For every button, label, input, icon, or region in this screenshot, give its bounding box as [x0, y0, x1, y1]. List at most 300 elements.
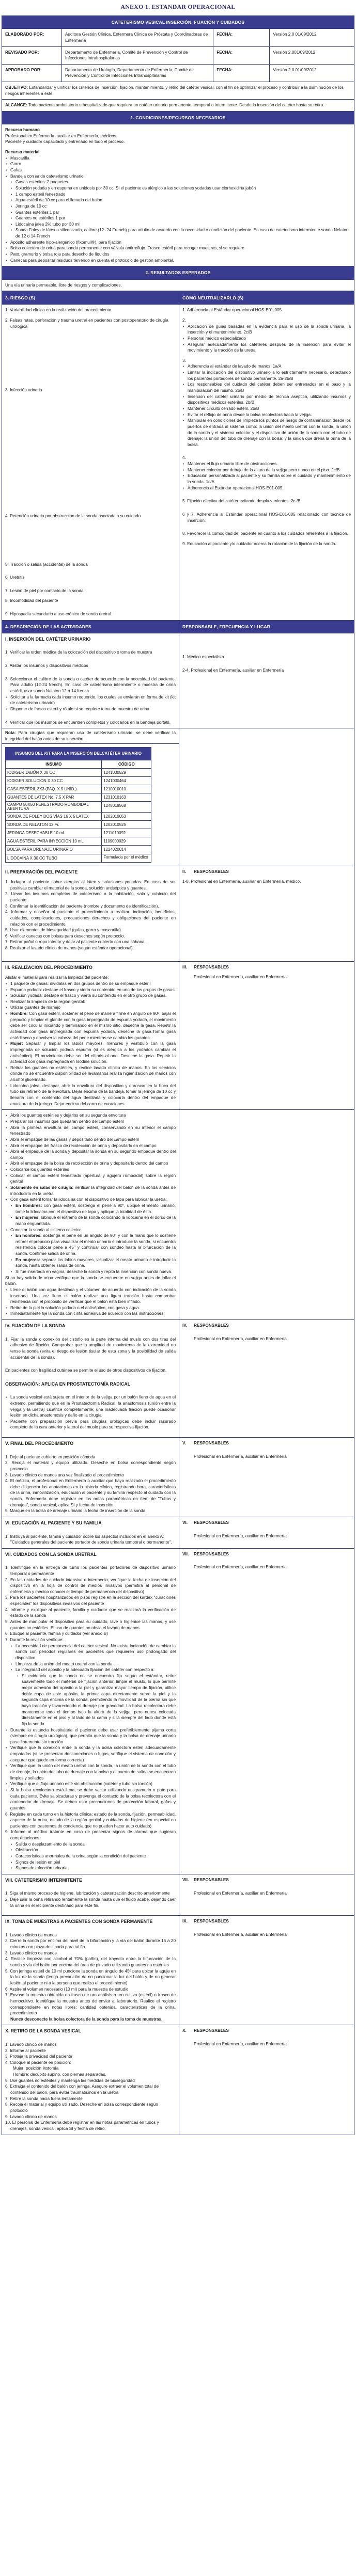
risk-item: 9. Hipospadia secundario a uso crónico de sonda uretral. — [5, 612, 113, 617]
activity-II — [2, 866, 179, 961]
list-item: • Lidocaína jalea 2% tubo por 30 ml — [10, 221, 351, 228]
responsible-number: VI. — [182, 1520, 188, 1525]
kit-insumo: CAMPO 50X50 FENESTRADO ROMBOIDAL ABERTURA — [6, 801, 102, 812]
list-item: • Mascarilla — [5, 155, 351, 162]
list-item: • Educación personalizada al paciente y su familia sobre el cuidado y mantenimiento de la sonda. 1c/A — [182, 473, 351, 485]
list-item: • Durante la estancia hospitalaria el paciente debe usar preferiblemente pijama corta (siempre en cirugía urológica), que permita que la sonda y la bolsa de drenaje urinario pase libremente sin tracción — [5, 1727, 176, 1745]
sub-list — [5, 1203, 176, 1227]
step: 7. Retire la sonda hacia fuera lentamente — [5, 2096, 83, 2101]
step: 8. Recoja el material y equipo utilizado. Deseche en bolsa correspondiente según protocolo — [5, 2102, 158, 2113]
responsible-title: RESPONSABLES — [194, 1441, 229, 1446]
list-item: • Abrir los guantes estériles y dejarlos en su segunda envoltura — [5, 1112, 176, 1119]
list-item: • Colocarse los guantes estériles — [5, 1167, 176, 1173]
list-item: • Si fue insertada en vagina, deseche la sonda y repita la inserción con sonda nueva. — [10, 1269, 176, 1275]
kit-table — [5, 747, 151, 862]
step: 7. Envase la muestra obtenida en frasco de uro análisis o uro cultivo (estéril) o frasco de hemocultivo. Identifique la muestra antes de enviar al laboratorio. Realice el registro correspondiente en notas libres: cantidad obtenida, características de la orina, procedimiento — [5, 1993, 176, 2016]
responsible-IV — [179, 1320, 354, 1438]
step: 1. Instruya al paciente, familia y cuidador sobre los aspectos incluidos en el anexo A: — [5, 1534, 164, 1539]
step-quote: "Cuidados generales del paciente portador de sonda urinaria temporal o permanente". — [10, 1540, 172, 1545]
list-item: • Aplicación de guías basadas en la evidencia para el uso de la sonda urinaria, la inserción y el mantenimiento. 2c/B — [182, 324, 351, 336]
list-item: • Retirar los guantes no estériles, y realice lavado clínico de manos. En los servicios donde no se encuentre disponibilidad de lavamanos realiza higienización de manos con alcohol glicerinado. — [5, 1065, 176, 1083]
step: 3. Proteja la privacidad del paciente — [5, 2054, 72, 2059]
meta-value: Auditora Gestión Clínica, Enfermera Clínica de Próstata y Coordinadoras de Enfermería — [61, 29, 213, 46]
step-list — [5, 1727, 176, 1811]
list-item: • Signos de infección urinaria — [10, 1865, 176, 1871]
step: 2. En las unidades de cuidado intensivo e intermedio, verifique la fecha de inserción del dispositivo en la hoja de control de medios invasivos (permitirá al personal de enfermería y médico conocer el tiempo de permanencia del dispositivo) — [5, 1577, 176, 1594]
responsible-VII — [179, 1548, 354, 1874]
responsible-header — [182, 2028, 351, 2034]
alcance — [2, 100, 354, 112]
activity-IV — [2, 1320, 179, 1438]
step: En pacientes con fragilidad cutánea se permite el uso de otros dispositivos de fijación. — [5, 1368, 167, 1373]
list-item: • Solicitar a la farmacia cada insumo requerido, los cuales se enviarán en forma de kit (kit de cateterismo urinario) — [5, 694, 176, 706]
nota — [2, 728, 179, 744]
main-header: CATETERISMO VESICAL INSERCIÓN, FIJACIÓN Y CUIDADOS — [2, 16, 354, 29]
list-item: • Abrir el empaque de la sonda y depositar la sonda en su segundo empaque dentro del campo — [5, 1149, 176, 1160]
responsible-number: V. — [182, 1441, 187, 1446]
responsible-number: II. — [182, 869, 186, 874]
step: 4. El médico, el profesional en Enfermería o auxiliar que haya realizado el procedimiento debe diligenciar las anotaciones en la historia clínica, registrando hora, características de la orina, inmovilización, educación al paciente y su familia respecto al cuidado con la sonda. Enfermería debe registrar en las notas paramétricas en ítem de "Tubos y drenajes", sonda vesical, aplica SI y fecha de inserción — [5, 1478, 176, 1507]
kit-insumo: LIDOCAÍNA X 30 CC TUBO — [6, 854, 102, 862]
list-item: • Preparar los insumos que quedarán dentro del campo estéril — [5, 1119, 176, 1125]
section-4-header-right: RESPONSABLE, FRECUENCIA Y LUGAR — [179, 620, 354, 633]
risk-item: 1. Variabilidad clínica en la realización del procedimiento — [5, 308, 112, 313]
kit-codigo: 1210010010 — [102, 785, 151, 793]
responsible-III — [179, 961, 354, 1110]
responsible-header — [182, 1323, 351, 1329]
list-item: • Jeringa de 10 cc — [10, 203, 351, 210]
step: 6. Verificar canecas con bolsas para desechos según protocolo. — [5, 933, 125, 939]
activity-title: III. REALIZACIÓN DEL PROCEDIMIENTO — [5, 964, 92, 970]
step: 1. Identifique en la entrega de turno los pacientes portadores de dispositivo urinario temporal o permanente — [5, 1565, 176, 1576]
mitigation-list — [182, 363, 351, 448]
section-3-header-right: CÓMO NEUTRALIZARLO (S) — [179, 292, 354, 305]
responsible-title: RESPONSABLES — [194, 1551, 229, 1556]
responsible-title: RESPONSABLES — [194, 1919, 229, 1924]
two-column-table — [2, 291, 354, 2135]
activity-VIII — [2, 1874, 179, 1915]
meta-value: Departamento de Urología, Departamento de Enfermería, Comité de Prevención y Control de Infecciones Intrahospitalarias — [61, 64, 213, 82]
responsible-kit — [179, 728, 354, 866]
step: 5. Usar elementos de bioseguridad (gafas, gorro y mascarilla) — [5, 928, 121, 933]
risk-item: 7. Lesión de piel por contacto de la sonda — [5, 588, 84, 593]
table-row — [6, 776, 151, 785]
risk-item: 6. Uretritis — [5, 575, 25, 580]
step: 5. Marque en la bolsa de drenaje urinario la fecha de inserción de la sonda. — [5, 1508, 147, 1514]
list-item: • Características anormales de la orina según la condición del paciente — [10, 1853, 176, 1859]
list-item — [5, 1185, 176, 1197]
text: de cateterismo urinario: — [39, 173, 85, 179]
responsible-header — [182, 1440, 351, 1446]
step: 1. Lavado clínico de manos — [5, 1932, 57, 1937]
step: 4. Verificar que los insumos se encuentren completos y colocarlos en la bandeja portátil. — [5, 720, 171, 725]
text: Solamente en salas de cirugía: — [10, 1185, 74, 1190]
table-row — [6, 821, 151, 829]
step: 1. Verificar la orden médica de la colocación del dispositivo o toma de muestra — [5, 650, 152, 655]
kit-codigo: 1211010092 — [102, 829, 151, 837]
step-list — [5, 694, 176, 712]
responsible-II — [179, 866, 354, 961]
step: Alistar el material para realizar la limpieza del paciente: — [5, 975, 109, 980]
list-item: • Abrir el empaque de la bolsa de recolección de orina y depositarlo dentro del campo — [5, 1160, 176, 1167]
kit-col-codigo: CÓDIGO — [102, 760, 151, 768]
responsible-header — [182, 1877, 351, 1883]
list-item — [10, 1233, 176, 1257]
risk-item: 5. Tracción o salida (accidental) de la sonda — [5, 562, 88, 567]
activity-title: V. FINAL DEL PROCEDIMIENTO — [5, 1441, 74, 1446]
responsible-IX — [179, 1916, 354, 2025]
table-row — [6, 813, 151, 821]
step: 8. Realizar el lavado clínico de manos (según estándar operacional). — [5, 946, 134, 951]
responsible-text: 2-4. Profesional en Enfermería, auxiliar en Enfermería — [182, 667, 284, 673]
list-item: • Verifique que: la unión del meato uretral con la sonda, la unión de la sonda con el tubo de drenaje, la unión del tubo de drenaje con la bolsa y el puerto de salida se encuentren limpios y sellados — [5, 1763, 176, 1781]
text: KIT — [44, 751, 51, 756]
list-item: • La integridad del apósito y la adecuada fijación del catéter con respecto a: — [10, 1667, 176, 1673]
text: En hombres: — [16, 1233, 42, 1238]
list-item: • Si la bolsa recolectora está llena, se debe vaciar utilizando un gramurio o pato para cada paciente. Evite salpicaduras y prevenga el contacto de la bolsa recolectora con el contenedor de drenaje. Se deben usar precauciones de protección laboral, gafas y guantes — [5, 1787, 176, 1811]
objetivo-label: OBJETIVO: — [5, 85, 28, 90]
kit-insumo: IODIGER JABÓN X 30 CC — [6, 768, 102, 776]
activity-I — [2, 633, 179, 728]
meta-label: APROBADO POR: — [2, 64, 62, 82]
responsible-number: VII. — [182, 1551, 189, 1556]
activity-IX — [2, 1916, 179, 2025]
list-item: • Con gasa estéril tomar la lidocaína con el dispositivo de tapa para lubricar la uretra: — [5, 1197, 176, 1203]
responsible-number: X. — [182, 2028, 187, 2033]
list-item: • La sonda vesical está sujeta en el interior de la vejiga por un balón lleno de agua en el extremo, permitiendo que en la Prostatectomia Radical, la anastomosis (unión entre la vejiga y la uretra) cicatrice completamente; una inadecuada fijación puede ocasionar lesión en dicha anastomosis y daño en la cirugía — [5, 1394, 176, 1419]
list-item: • Mantener colector por debajo de la altura de la vejiga pero nunca en el piso. 2c/B — [182, 467, 351, 473]
mitigation-list — [182, 461, 351, 491]
table-row — [6, 829, 151, 837]
step-list — [5, 1112, 176, 1203]
text: En mujeres: — [16, 1215, 40, 1220]
responsible-title: RESPONSABLES — [194, 1877, 229, 1882]
list-item: • Gasas estériles: 2 paquetes — [10, 179, 351, 185]
kit-insumo: GUANTES DE LATEX No. 7,5 X PAR — [6, 793, 102, 801]
meta-label: REVISADO POR: — [2, 46, 62, 64]
step-list — [5, 981, 176, 1107]
responsible-III-cont — [179, 1110, 354, 1320]
warning-text: Nunca desconecte la bolsa colectora de la sonda para la toma de muestras. — [10, 2016, 163, 2022]
step: 4. Coloque al paciente en posición: — [5, 2060, 71, 2065]
responsible-I — [179, 633, 354, 728]
sub-list — [5, 1841, 176, 1871]
kit-insumo: JERINGA DESECHABLE 10 mL — [6, 829, 102, 837]
responsible-text: Profesional en Enfermería, auxiliar en Enfermería — [194, 1533, 287, 1538]
responsible-title: RESPONSABLES — [194, 869, 229, 874]
responsible-number: III. — [182, 964, 188, 969]
alcance-text: Todo paciente ambulatorio u hospitalizado que requiera un catéter urinario permanente, temporal o intermitente. Desde la inserción del catéter hasta su retiro. — [28, 103, 324, 108]
list-item: • Paciente con preparación previa para cirugías urológicas debe incluir rasurado completo de la cara anterior y lateral del muslo para su respectiva fijación. — [5, 1419, 176, 1430]
list-item: • Verifique que el flujo urinario esté sin obstrucción (catéter y tubo sin torsión) — [5, 1781, 176, 1787]
list-item: • Lidocaína jalea: destapar, abrir la envoltura del dispositivo y enroscar en la boca del tubo sin retirarlo de la envoltura. Dejar encima de la bandeja.Tomar la jeringa de 10 cc y llenarla con el contenido del agua destilada y colocarla dentro del empaque de envoltura de la jeringa. Dejar encima del carro de curaciones — [5, 1083, 176, 1107]
list-item: • Los responsables del cuidado del catéter deben ser entrenados en el paso y la manipulación del mismo. 2b/B — [182, 381, 351, 393]
list-item: • Abrir la primera envoltura del campo estéril, conservando en su interior el campo fenestrado — [5, 1125, 176, 1137]
list-item: • Limitar la indicación del dispositivo urinario a lo estrictamente necesario, detectando los pacientes portadores de sonda permanente. 2a-2b/B — [182, 370, 351, 381]
text: con gasa estéril, sostenga el pene a 90°, ubique el meato urinario, tome la lidocaína con el dispositivo de tapa y aplique la totalidad de ésta. — [16, 1203, 176, 1214]
alcance-label: ALCANCE: — [5, 103, 27, 108]
step: 2. Deje salir la orina retirando lentamente la sonda hasta que el fluido acabe, dejando caer la orina en el recipiente destinado para este fin. — [5, 1897, 176, 1908]
list-item: • Canecas para depositar residuos teniendo en cuenta el protocolo de gestión ambiental. — [5, 258, 351, 264]
activity-title: VII. CUIDADOS CON LA SONDA URETRAL — [5, 1551, 97, 1557]
responsible-text: 1-8. Profesional en Enfermería, auxiliar en Enfermería, médico. — [182, 879, 301, 884]
step: 2. Recoja el material y equipo utilizado. Deseche en bolsa correspondiente según protocolo — [5, 1460, 176, 1471]
activity-title: II. PREPARACIÓN DEL PACIENTE — [5, 869, 78, 874]
meta-row-elaborado — [2, 29, 354, 46]
meta-row-aprobado — [2, 64, 354, 82]
section-1-body — [2, 124, 354, 266]
step: 4. Informe y explique al paciente, familia y cuidador que se realizará la verificación de estado de la sonda — [5, 1607, 176, 1618]
list-item: • Conectar la sonda al sistema colector. — [5, 1227, 176, 1233]
list-item: • Colocar el campo estéril fenestrado (apertura y agujero romboidal) sobre la región genital — [5, 1173, 176, 1185]
meta-label: ELABORADO POR: — [2, 29, 62, 46]
recurso-material-title: Recurso material — [5, 150, 40, 155]
list-item: • Limpieza de la unión del meato uretral con la sonda — [10, 1661, 176, 1667]
kit-insumo: IODIGER SOLUCIÓN X 30 CC — [6, 776, 102, 785]
responsible-text: Profesional en Enfermería, auxiliar en Enfermería — [194, 1454, 287, 1459]
step: 4. Realice limpieza con alcohol al 70% (pañin), del trayecto entre la bifurcación de la sonda y vía del balón por encima del área de pinzado utilizando guantes no estériles — [5, 1957, 176, 1968]
responsible-title: RESPONSABLES — [194, 2028, 229, 2033]
responsible-header — [182, 1918, 351, 1925]
section-2-body: Una vía urinaria permeable, libre de riesgos y complicaciones. — [2, 279, 354, 291]
list-item: • Signos de lesión en piel — [10, 1859, 176, 1866]
responsible-text: Profesional en Enfermería, auxiliar en Enfermería — [194, 1565, 287, 1570]
table-row — [6, 768, 151, 776]
mitigation-column — [179, 305, 354, 620]
step: 7. Retirar pañal o ropa interior y dejar al paciente cubierto con una sábana. — [5, 940, 146, 945]
list-item: • Espuma yodada: destape el frasco y vierta su contenido en uno de los grupos de gasas. — [5, 987, 176, 993]
meta-date: Versión 2.0 01/09/2012 — [270, 64, 354, 82]
responsible-text: Profesional en Enfermería, auxiliar en Enfermería — [194, 1932, 287, 1937]
kit-insumo: SONDA DE NELATON 12 Fr. — [6, 821, 102, 829]
text: En mujeres: — [16, 1257, 40, 1262]
responsible-number: IX. — [182, 1919, 188, 1924]
list-item: • Abrir el empaque de las gasas y depositarlo dentro del campo estéril — [5, 1137, 176, 1143]
activity-title: X. RETIRO DE LA SONDA VESICAL — [5, 2028, 81, 2034]
responsible-text: Profesional en Enfermería, auxiliar en Enfermería — [194, 1890, 287, 1896]
step: 1. Deje al paciente cubierto en posición cómoda — [5, 1454, 96, 1459]
step-list — [5, 1287, 176, 1317]
meta-date-label: FECHA: — [213, 64, 270, 82]
objetivo-text: Estandarizar y unificar los criterios de inserción, fijación, mantenimiento, y retiro del catéter vesical, con el fin de optimizar el proceso y contribuir a la disminución de los riesgos inherentes a éste. — [5, 85, 344, 96]
risk-item: 3. Infección urinaria — [5, 388, 42, 393]
list-item: • Gorro — [5, 161, 351, 167]
list-item — [5, 1011, 176, 1041]
text: En hombres: — [16, 1203, 42, 1208]
list-item: • Personal médico especializado — [182, 336, 351, 342]
meta-date-label: FECHA: — [213, 46, 270, 64]
responsible-X — [179, 2025, 354, 2135]
kit-insumo: SONDA DE FOLEY DOS VÍAS 16 X 5 LATEX — [6, 813, 102, 821]
list-item — [10, 1257, 176, 1269]
nota-label: Nota — [5, 730, 15, 736]
list-item: • Solución yodada: destape el frasco y vierta su contenido en el otro grupo de gasas. — [5, 993, 176, 999]
step: 2. Informe al paciente — [5, 2048, 46, 2053]
list-item: • Apósito adherente hipo-alergénico (fixomull®), para fijación — [5, 240, 351, 246]
responsible-title: RESPONSABLES — [194, 1323, 229, 1328]
activity-III — [2, 961, 179, 1110]
activity-V — [2, 1438, 179, 1517]
table-row — [6, 837, 151, 846]
risk-column — [2, 305, 179, 620]
table-row — [6, 854, 151, 862]
step: 6. Extraiga el contenido del balón con jeringa. Asegure extraer el volumen total del contenido del balón, para evitar traumatismos en la uretra — [5, 2084, 160, 2095]
list-item: • Manipular en condiciones de limpieza los puntos de riesgo de contaminación desde los puertos de entrada al sistema como: la unión del meato uretral con la sonda, la unión de la sonda y el sistema colector y el dispositivo de unión de la sonda con el tubo de drenaje; la unión del tubo de drenaje con la bolsa; y la salida que drena la orina de la bolsa. — [182, 418, 351, 448]
kit-codigo: 1109000029 — [102, 837, 151, 846]
responsible-header — [182, 869, 351, 875]
mitigation-item: 6 y 7. Adherencia al Estándar operacional HOS-E01-005 relacionado con técnica de inserción. — [182, 512, 351, 523]
step: 6. Eduque al paciente, familia y cuidador (ver anexo B) — [5, 1631, 108, 1636]
meta-date: Versión 2.0 01/09/2012 — [270, 29, 354, 46]
responsible-V — [179, 1438, 354, 1517]
list-item: • Guantes estériles:1 par — [10, 210, 351, 216]
section-4-header: 4. DESCRIPCIÓN DE LAS ACTIVIDADES — [2, 620, 179, 633]
list-item: • Abrir el empaque del frasco de recolección de orina y depositarlo en el campo — [5, 1143, 176, 1149]
text: PARA LA INSERCIÓN DELCATÉTER URINARIO — [51, 751, 142, 756]
list-item: • Obstrucción — [10, 1847, 176, 1853]
table-row — [6, 785, 151, 793]
sub-list — [5, 1233, 176, 1275]
activity-title: IV. FIJACIÓN DE LA SONDA — [5, 1323, 66, 1329]
meta-date: Versión 2.001/09/2012 — [270, 46, 354, 64]
list-item — [10, 1203, 176, 1215]
mitigation-item: 9. Educación al paciente y/o cuidador acerca la rotación de la fijación de la sonda. — [182, 541, 336, 546]
meta-table — [2, 15, 354, 291]
kit-title — [6, 748, 151, 760]
mitigation-list — [182, 324, 351, 354]
step: 3. Lavado clínico de manos una vez finalizado el procedimiento — [5, 1472, 124, 1477]
kit-insumo: GASA ESTÉRIL 3X3 (PAQ. X 5 UNID.) — [6, 785, 102, 793]
responsible-text: Profesional en Enfermería, auxiliar en Enfermería — [194, 975, 287, 980]
text: Separar y limpiar los labios mayores, menores y vestíbulo con la gasa impregnada de solución yodada espuma (si es alérgica a los yodados cambiar el antiséptico). El movimiento debe ser del clítoris al ano. Deseche la gasa. Repetir la actividad con gasa impregnada en Isodine solución. — [10, 1041, 176, 1064]
list-item: • Evitar el reflujo de orina desde la bolsa recolectora hacia la vejiga. — [182, 412, 351, 418]
observation-list — [5, 1394, 176, 1430]
activity-title: I. INSERCIÓN DEL CATÉTER URINARIO — [5, 636, 91, 642]
list-item: • La necesidad de permanencia del catéter vesical. No existe indicación de cambiar la sonda con periodos regulares en pacientes que requieren uso prolongado del dispositivo — [10, 1643, 176, 1661]
step: 6. Aspire el volumen necesario (10 ml) para la muestra de estudio — [5, 1986, 129, 1992]
list-item: • Retire de la piel la solución yodada o el antiséptico, con gasa y agua. — [5, 1305, 176, 1311]
step: 9. Lavado clínico de manos — [5, 2114, 57, 2119]
text: lubrique el extremo de la sonda colocando la lidocaína en el dorso de la mano enguantada. — [16, 1215, 176, 1226]
text: Hombre: — [10, 1011, 28, 1016]
list-item: • Salida o desplazamiento de la sonda — [10, 1841, 176, 1848]
text: separar los labios mayores, visualizar el meato urinario e introducir la sonda, hasta obtener salida de orina. — [16, 1257, 176, 1268]
section-1-header: 1. CONDICIONES/RECURSOS NECESARIOS — [2, 112, 354, 124]
list-item — [10, 1215, 176, 1227]
observation-title: OBSERVACIÓN: APLICA EN PROSTATECTOMÍA RADICAL — [5, 1381, 131, 1387]
text: sostenga el pene en un ángulo de 90° y con la mano que lo sostiene retraer el prepucio para visualizar el meato urinario e introducir la sonda, si encuentra resistencia colocar pene a 45° y continuar con sondeo hasta la bifurcación de la sonda. Confirme salida de orina. — [16, 1233, 176, 1257]
text: kit — [35, 173, 39, 179]
list-item — [5, 1041, 176, 1065]
kit-codigo: 1241030464 — [102, 776, 151, 785]
list-item: • Adherencia al Estándar operacional HOS-E01-005. — [182, 485, 351, 491]
responsible-text: Profesional en Enfermería, auxiliar en Enfermería — [194, 2042, 287, 2047]
kit-codigo: 1248018568 — [102, 801, 151, 812]
list-item: • Bolsa colectora de orina para sonda permanente con válvula antirreflujo. Frasco estéril para recoger muestras, si se requiere — [5, 245, 351, 251]
objetivo — [2, 82, 354, 100]
text: Con gasa estéril, sostener el pene de manera firme en ángulo de 90º, bajar el prepucio y limpiar el glande con la gasa impregnada de espuma yodada, el movimiento debe ser circular iniciando y terminando en el mismo sitio, deseche la gasa. Repetir la actividad con gasa impregnada con espuma yodada, deseche la gasa.Tomar gasa estéril seca y envolver la cabeza del pene mientras se cambia los guantes. — [10, 1011, 176, 1040]
list-item: • Mantener circuito cerrado estéril. 2b/B — [182, 406, 351, 412]
step: 1. Lavado clínico de manos — [5, 2042, 57, 2047]
table-row — [6, 801, 151, 812]
material-list — [5, 155, 351, 180]
list-item: • Utilizar guantes de manejo — [5, 1005, 176, 1011]
responsible-text: Profesional en Enfermería, auxiliar en Enfermería — [194, 1336, 287, 1341]
section-2-header: 2. RESULTADOS ESPERADOS — [2, 266, 354, 279]
recurso-humano-line: Profesional en Enfermería, auxiliar en Enfermería, médicos. — [5, 133, 118, 138]
list-item: • Verifique que la conexión entre la sonda y la bolsa colectora estén adecuadamente empatadas (si se presentan desconexiones o fugas, verifique el sistema de conexión y asegurar que quede en forma correcta) — [5, 1745, 176, 1763]
kit-codigo: 1202010525 — [102, 821, 151, 829]
activity-VI — [2, 1517, 179, 1549]
responsible-title: RESPONSABLES — [194, 1520, 229, 1525]
responsible-header — [182, 1520, 351, 1526]
list-item: • Solución yodada y en espuma en unidosis por 30 cc. Si el paciente es alérgico a las soluciones yodadas usar clorhexidina jabón — [10, 185, 351, 192]
step: 10. El personal de Enfermería debe registrar en las notas paramétricas en tubos y drenajes, sonda vesical, aplica SI y fecha de retiro. — [5, 2120, 159, 2131]
step: 1. Siga el mismo proceso de higiene, lubricación y cateterización descrito anteriormente — [5, 1891, 170, 1896]
risk-item: 2. Falsas rutas, perforación y trauma uretral en pacientes con postoperatorio de cirugía urológica — [5, 317, 168, 329]
bandeja-list — [5, 179, 351, 239]
list-item: • Asegurar adecuadamente los catéteres después de la inserción para evitar el movimiento y la tracción de la uretra. — [182, 342, 351, 354]
list-item: • 1 paquete de gasas: divídalas en dos grupos dentro de su empaque estéril — [5, 981, 176, 987]
text: Mujer: — [10, 1041, 23, 1046]
responsible-number: IV. — [182, 1323, 188, 1328]
meta-value: Departamento de Enfermería, Comité de Prevención y Control de Infecciones Intrahospitalarias — [61, 46, 213, 64]
mitigation-number: 4. — [182, 455, 186, 460]
list-item: • Adherencia al estándar de lavado de manos. 1a/A — [182, 363, 351, 370]
material-list-b — [5, 240, 351, 264]
step: 7. Durante la revisión verifique: — [5, 1637, 64, 1642]
responsible-VIII — [179, 1874, 354, 1915]
kit-codigo: Formulada por el médico — [102, 854, 151, 862]
mitigation-number: 2. — [182, 317, 186, 323]
step: 5. Antes de manipular el dispositivo para su cuidado, lave o higienice las manos, y use guantes no estériles. El uso de guantes no obvia el lavado de manos. — [5, 1619, 176, 1630]
list-item: • 1 campo estéril fenestrado — [10, 192, 351, 198]
step-list — [5, 1227, 176, 1233]
kit-wrapper — [2, 744, 179, 865]
list-item: • Pato, gramurio y bolsa roja para desecho de líquidos — [5, 251, 351, 258]
list-item: • Gafas — [5, 167, 351, 173]
step: 4. Informar y enseñar al paciente el procedimiento a realizar: indicación, beneficios, cuidados, complicaciones, precauciones derechos y obligaciones del paciente en relación con el procedimiento. — [5, 910, 176, 927]
kit-insumo: AGUA ESTÉRIL PARA INYECCIÓN 10 mL — [6, 837, 102, 846]
activity-III-cont — [2, 1110, 179, 1320]
step: 2. Llevar los insumos completos de cateterismo a la habitación, sala y cubículo del paciente. — [5, 892, 176, 902]
responsible-header — [182, 1551, 351, 1557]
responsible-text: 1. Médico especialista — [182, 654, 224, 659]
step: 5. Use guantes no estériles y mantenga las medidas de bioseguridad — [5, 2078, 135, 2083]
list-item: • Mantener el flujo urinario libre de obstrucciones. — [182, 461, 351, 467]
list-item: • Guantes no estériles 1 par — [10, 215, 351, 221]
activity-title: VI. EDUCACIÓN AL PACIENTE Y SU FAMILIA — [5, 1520, 102, 1526]
step: 3. Confirmar la identificación del paciente (nombre y documento de identificación). — [5, 903, 159, 909]
risk-item: 4. Retención urinaria por obstrucción de la sonda asociada a su cuidado — [5, 513, 141, 518]
list-item: • Inmediatamente fije la sonda con cinta adhesiva de acuerdo con las instrucciones. — [5, 1311, 176, 1317]
list-item: • Agua estéril de 10 cc para el llenado del balón — [10, 197, 351, 203]
list-item: • Si evidencia que la sonda no se encuentra fija según el estándar, retire suavemente todo el material de fijación anterior, limpie el muslo, lo que permite mejor adhesión del apósito a la piel y garantiza mayor tiempo de fijación, utilice doble capa de este apósito, la primer capa directamente sobre la piel y la segunda capa encima de la sonda, permitiendo la movilidad de la pierna sin que haya tracción y favoreciendo el drenaje por gravedad. La bolsa recolectora debe mantenerse todo el tiempo bajo la altura de la vejiga, pero nunca colocada directamente en el piso y al lado de la cama y silla siempre del lado donde está fija la sonda. — [17, 1673, 176, 1727]
meta-date-label: FECHA: — [213, 29, 270, 46]
text: Bandeja con — [10, 173, 35, 179]
list-item: • Realizar la limpieza de la región genital: — [5, 999, 176, 1005]
kit-col-insumo: INSUMO — [6, 760, 102, 768]
step: 3. Seleccionar el calibre de la sonda o catéter de acuerdo con la necesidad del paciente. Para adulto (12-24 french). En caso de cateterismo intermitente o muestra de orina estéril, usar sonda Nelaton 12 ó 14 french — [5, 676, 176, 693]
step: 9. Informe al médico tratante en caso de presentar signos de alarma que sugieran complicaciones — [5, 1830, 176, 1841]
responsible-VI — [179, 1517, 354, 1549]
step: 8. Registre en cada turno en la historia clínica: estado de la sonda, fijación, permeabilidad, aspecto de la orina, estado de la región genital y cuidados de higiene (en especial en pacientes con trastornos de conciencia que no pueden hacer auto cuidado) — [5, 1811, 176, 1828]
document-title: ANEXO 1. ESTANDAR OPERACIONAL — [120, 3, 236, 10]
step: 1. Fijar la sonda o conexión del cistoflo en la parte interna del muslo con dos tiras del adhesivo de fijación. Comprobar que la amplitud de movimiento de la extremidad no tense la sonda (evita el riesgo de lesión tisular de esta zona y la posibilidad de salida accidental de la sonda). — [5, 1337, 176, 1360]
list-item: • Disponer de frasco estéril y rótulo si se requiere toma de muestra de orina — [5, 706, 176, 712]
risk-item: 8. Incomodidad del paciente — [5, 598, 58, 603]
list-item: • Sonda Foley de látex o siliconizada, calibre (12 -24 French) para adulto de acuerdo con la necesidad o condición del paciente. En caso de cateterismo intermtente sonda Nelaton de 12 o 14 French — [10, 227, 351, 239]
